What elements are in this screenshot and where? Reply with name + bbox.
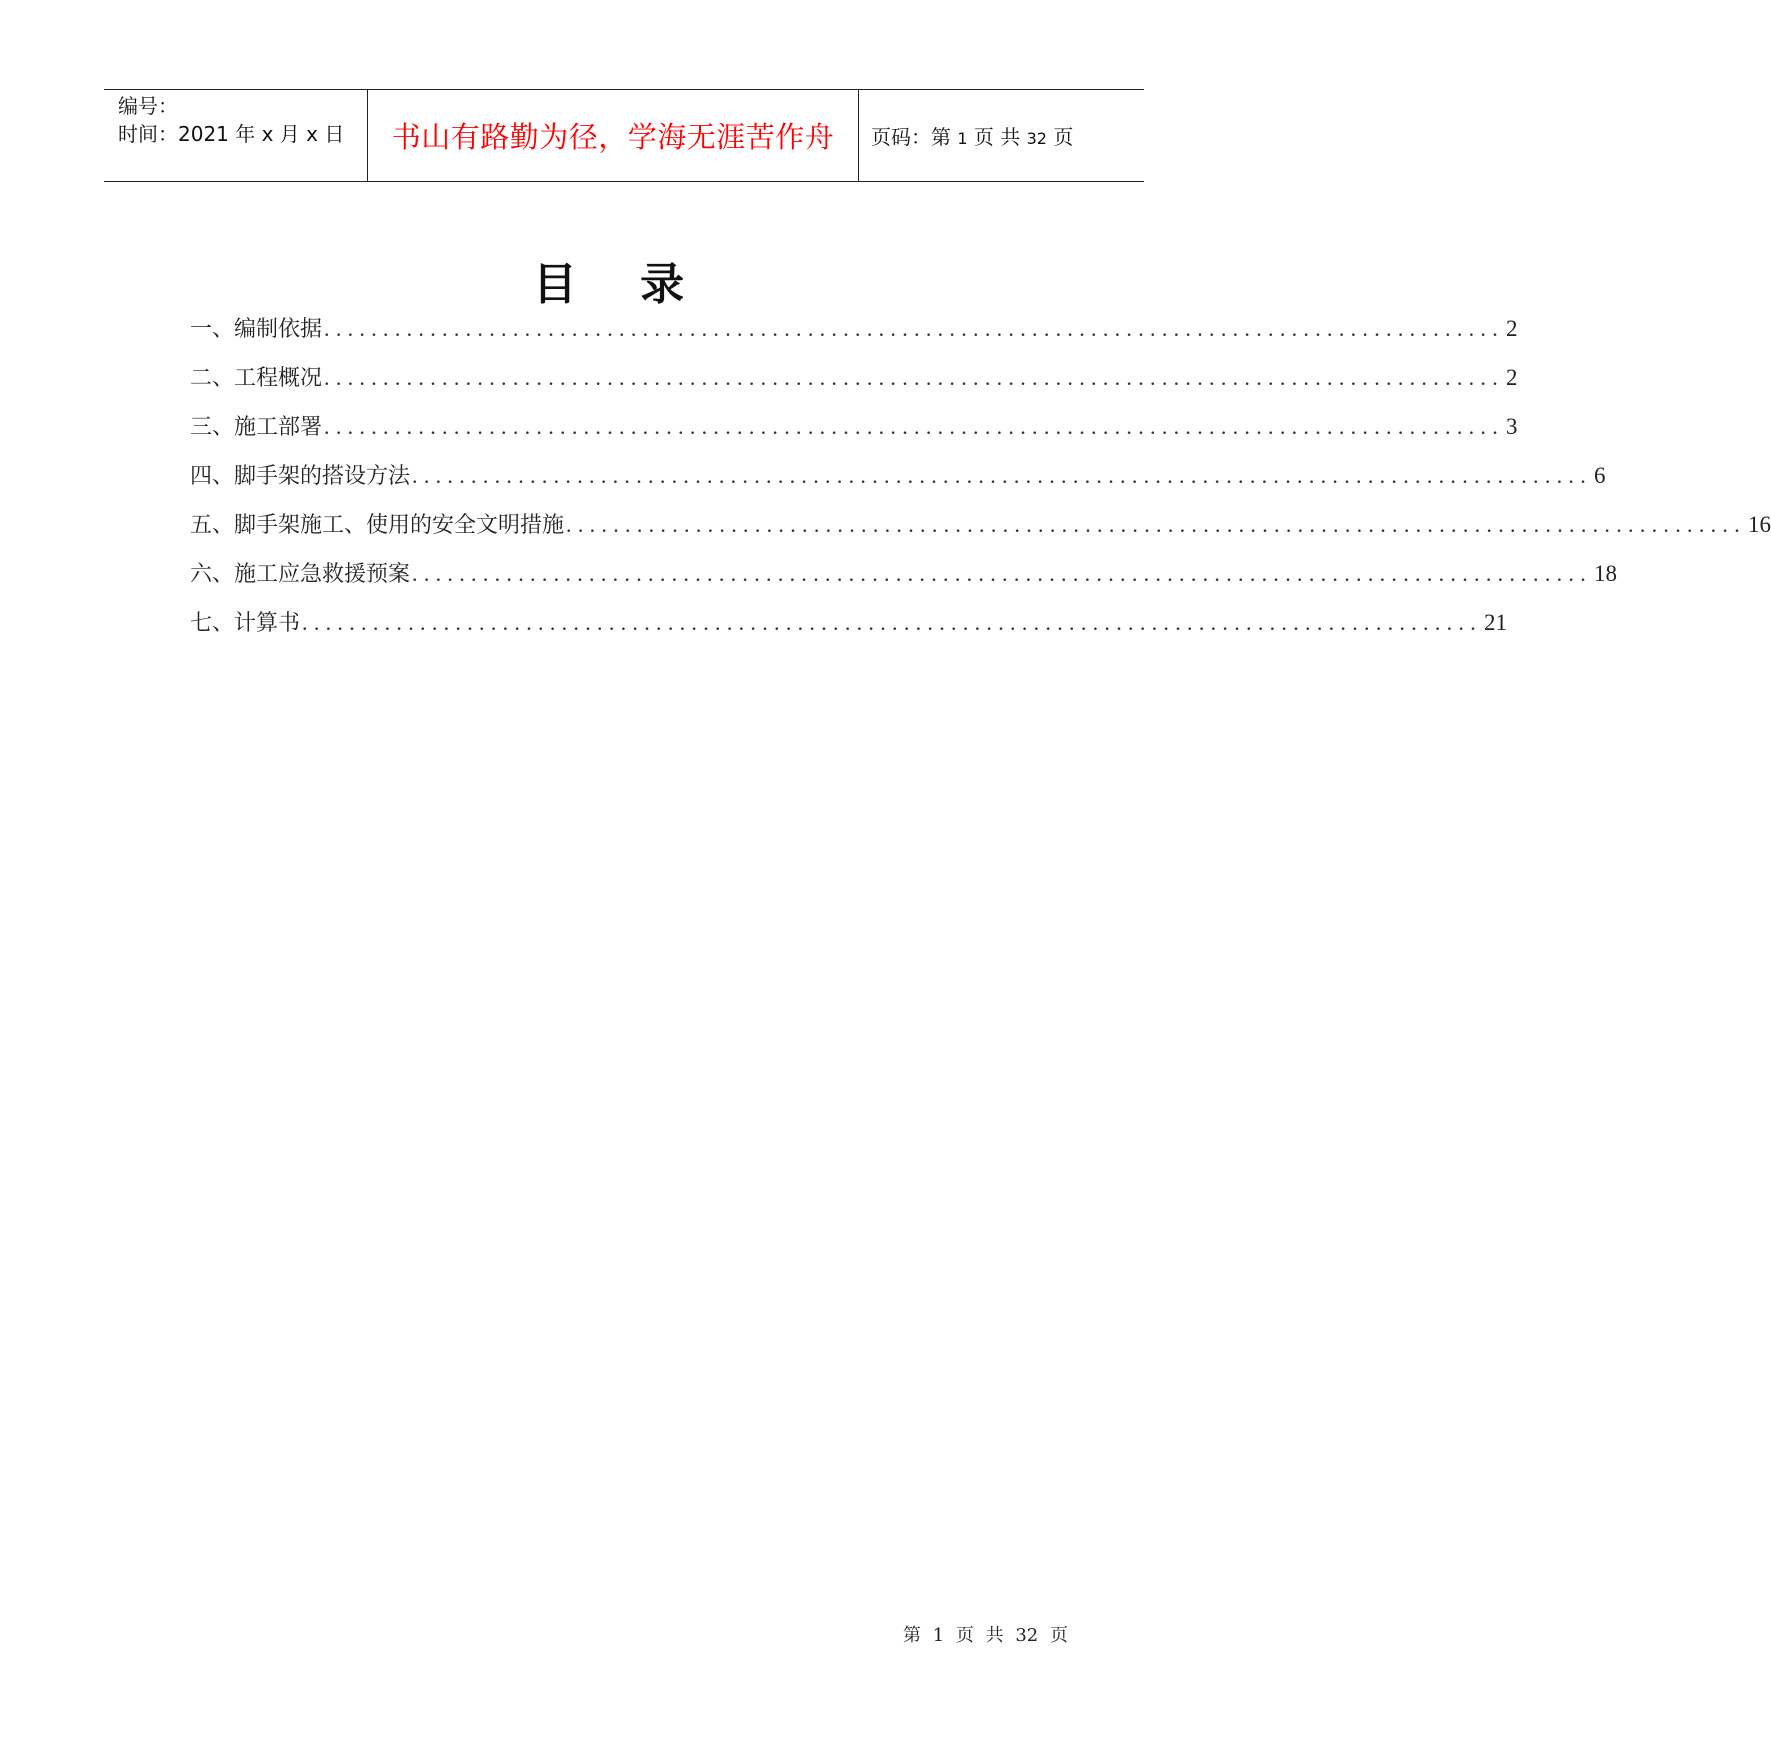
toc-leader-dots: ....................................................................................................: [324, 365, 1505, 390]
page-prefix: 页码：第: [871, 125, 951, 149]
serial-number-label: 编号：: [118, 94, 178, 118]
date-label: 时间：2021 年 x 月 x 日: [118, 122, 345, 146]
toc-leader-dots: ....................................................................................................: [566, 512, 1747, 537]
toc-entry[interactable]: [190, 312, 1518, 361]
toc-entry-page: 18: [1594, 561, 1618, 586]
toc-entry-label: 五、脚手架施工、使用的安全文明措施: [190, 513, 565, 538]
page-suffix: 页: [1053, 125, 1074, 149]
toc-entry-label: 六、施工应急救援预案: [190, 562, 411, 587]
document-header: [104, 89, 1144, 182]
toc-leader-dots: ....................................................................................................: [412, 463, 1593, 488]
motto-text: 书山有路勤为径，学海无涯苦作舟: [391, 120, 835, 154]
toc-leader-dots: ....................................................................................................: [412, 561, 1593, 586]
toc-leader-dots: ....................................................................................................: [324, 414, 1505, 439]
toc-leader-dots: ....................................................................................................: [302, 610, 1483, 635]
page-title: 目 录: [532, 259, 709, 310]
toc-entry[interactable]: [190, 508, 1771, 557]
toc-entry[interactable]: [190, 606, 1508, 655]
toc-entry-page: 2: [1506, 365, 1518, 390]
page-current: 1: [957, 129, 968, 148]
toc-entry-page: 16: [1748, 512, 1771, 537]
header-motto-cell: [368, 90, 859, 181]
header-page-info: [871, 121, 1073, 150]
page-mid: 页 共: [973, 125, 1021, 149]
toc-entry-page: 6: [1594, 463, 1606, 488]
toc-entry-page: 2: [1506, 316, 1518, 341]
toc-entry[interactable]: [190, 459, 1606, 508]
toc-entry-label: 七、计算书: [190, 611, 301, 636]
toc-entry-label: 三、施工部署: [190, 415, 323, 440]
toc-entry-label: 四、脚手架的搭设方法: [190, 464, 411, 489]
table-of-contents: [190, 312, 1771, 655]
page-footer: 第 1 页 共 32 页: [903, 1625, 1068, 1646]
toc-entry[interactable]: [190, 557, 1618, 606]
toc-entry-page: 3: [1506, 414, 1518, 439]
toc-leader-dots: ....................................................................................................: [324, 316, 1505, 341]
page-total: 32: [1026, 129, 1047, 148]
header-meta-cell: [104, 90, 368, 181]
toc-entry-label: 一、编制依据: [190, 317, 323, 342]
header-page-cell: [859, 90, 1144, 181]
toc-entry-page: 21: [1484, 610, 1508, 635]
toc-entry-label: 二、工程概况: [190, 366, 323, 391]
toc-entry[interactable]: [190, 361, 1518, 410]
toc-entry[interactable]: [190, 410, 1518, 459]
